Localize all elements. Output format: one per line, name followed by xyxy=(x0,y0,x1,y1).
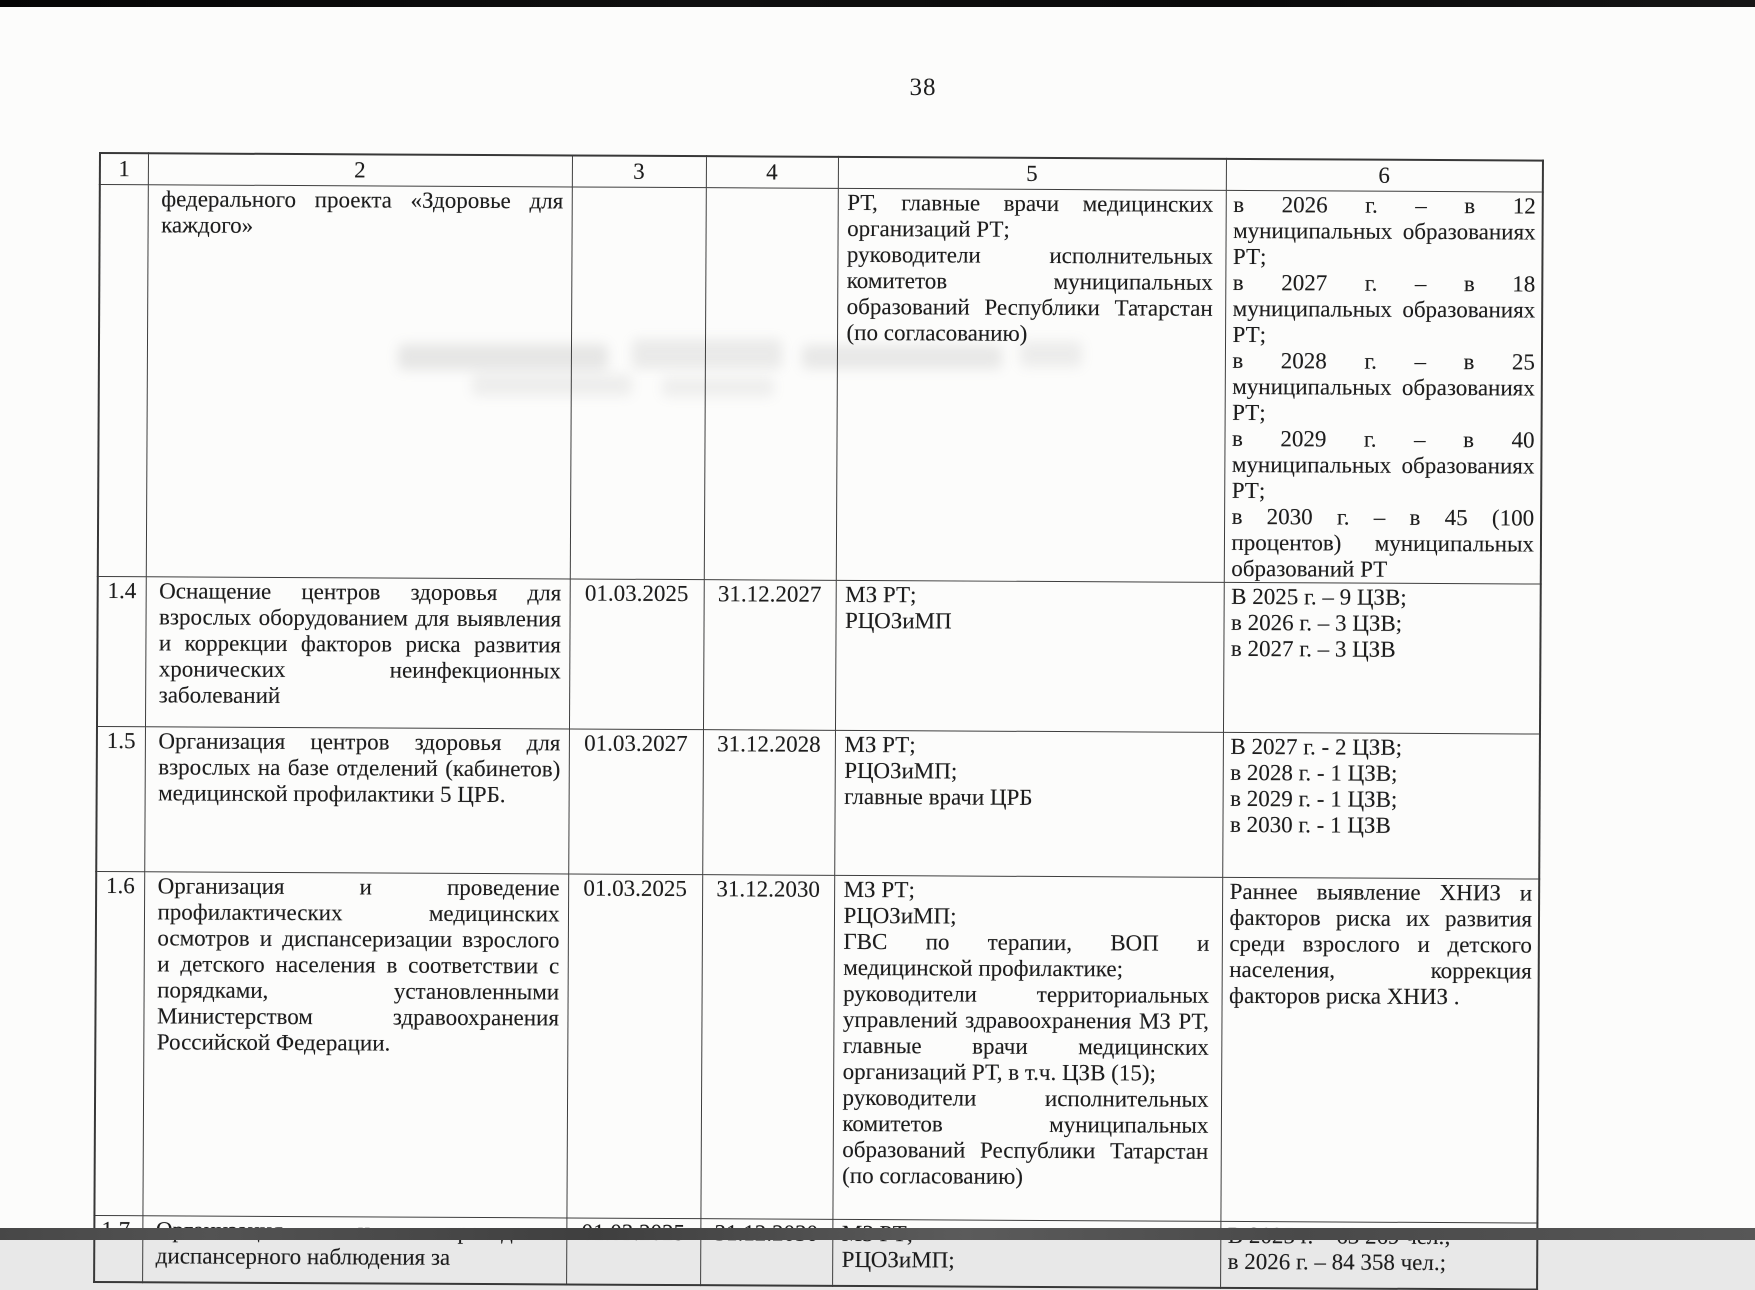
start-date-cell xyxy=(570,187,706,580)
table-row-1-5 xyxy=(96,726,1540,879)
start-date-cell: 01.03.2025 xyxy=(569,579,704,730)
column-header-3: 3 xyxy=(572,155,706,187)
executors-cell: РТ, главные врачи медицинских организаций РТ; руководители исполнительных комитетов муниципальных образований Республики Татарстан (по согласованию) xyxy=(836,188,1226,582)
result-cell: в 2026 г. – 84 358 чел.; xyxy=(1220,1221,1537,1289)
column-header-2: 2 xyxy=(148,153,572,187)
result-cell: в 2026 г. – в 12 муниципальных образованиях РТ; в 2027 г. – в 18 муниципальных образованиях РТ; в 2028 г. – в 25 муниципальных образованиях РТ; в 2029 г. – в 40 муниципальных образованиях РТ; в 2030 г. – в 45 (100 процентов) муниципальных образований РТ xyxy=(1224,190,1543,584)
row-number-cell xyxy=(98,185,148,577)
start-date-cell: 01.03.2025 xyxy=(566,874,702,1219)
activity-cell: Организация центров здоровья для взрослых на базе отделений (кабинетов) медицинской профилактики 5 ЦРБ. xyxy=(144,727,569,874)
row-number-cell: 1.5 xyxy=(96,726,145,871)
result-cell: В 2027 г. - 2 ЦЗВ; в 2028 г. - 1 ЦЗВ; в 2029 г. - 1 ЦЗВ; в 2030 г. - 1 ЦЗВ xyxy=(1222,732,1540,879)
table-row-1-7 xyxy=(94,1215,1537,1289)
end-date-cell: 31.12.2027 xyxy=(703,580,836,731)
result-cell: В 2025 г. – 9 ЦЗВ; в 2026 г. – 3 ЦЗВ; в 2027 г. – 3 ЦЗВ xyxy=(1223,582,1541,734)
table-row-1-6 xyxy=(94,871,1539,1223)
scan-artifact-top-bar xyxy=(0,0,1755,7)
column-header-4: 4 xyxy=(706,156,838,188)
executors-cell: МЗ РТ; РЦОЗиМП xyxy=(835,580,1224,732)
executors-cell: РЦОЗиМП; xyxy=(832,1219,1220,1287)
end-date-cell: 31.12.2028 xyxy=(702,730,835,876)
row-number-cell: 1.4 xyxy=(97,576,146,726)
end-date-cell xyxy=(704,188,838,581)
activity-cell: Организация и проведение профилактических медицинских осмотров и диспансеризации взрослого и детского населения в соответствии с порядками, установленными Министерством здравоохранения Российской Федерации. xyxy=(142,872,568,1218)
column-header-1: 1 xyxy=(100,153,148,185)
result-cell: Раннее выявление ХНИЗ и факторов риска их развития среди взрослого и детского населения, коррекция факторов риска ХНИЗ . xyxy=(1220,877,1539,1223)
scan-artifact-bottom-bar xyxy=(0,1228,1755,1240)
start-date-cell: 01.03.2027 xyxy=(568,729,703,875)
row-number-cell: 1.6 xyxy=(94,871,144,1215)
executors-cell: МЗ РТ; РЦОЗиМП; ГВС по терапии, ВОП и медицинской профилактике; руководители территориальных управлений здравоохранения МЗ РТ, главные врачи медицинских организаций РТ, в т.ч. ЦЗВ (15); руководители исполнительных комитетов муниципальных образований Республики Татарстан (по согласованию) xyxy=(832,875,1222,1221)
column-header-6: 6 xyxy=(1226,159,1543,192)
end-date-cell: 31.12.2030 xyxy=(700,875,834,1220)
executors-cell: МЗ РТ; РЦОЗиМП; главные врачи ЦРБ xyxy=(834,730,1223,877)
activity-cell: федерального проекта «Здоровье для каждого» xyxy=(146,185,572,579)
action-plan-table xyxy=(93,152,1544,1290)
row-number-cell xyxy=(94,1215,142,1281)
table-row-continuation xyxy=(98,185,1543,585)
activity-cell: Оснащение центров здоровья для взрослых оборудованием для выявления и коррекции факторов риска развития хронических неинфекционных заболеваний xyxy=(145,577,570,729)
column-header-5: 5 xyxy=(838,157,1226,191)
page-number: 38 xyxy=(909,74,937,101)
table-row-1-4 xyxy=(97,576,1541,734)
activity-cell: диспансерного наблюдения за xyxy=(142,1216,566,1284)
